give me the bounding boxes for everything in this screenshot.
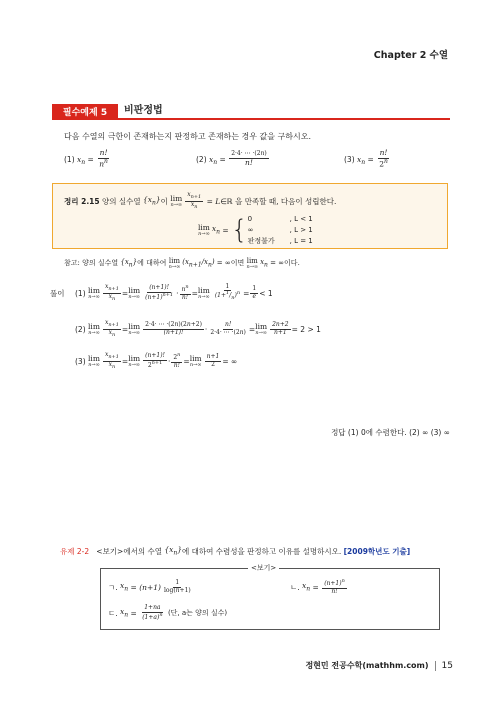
solution-item-label: (1) <box>75 288 86 298</box>
reference-note: 참고: 양의 실수열 $\{x_n\}$ 에 대하여 lim n→∞ $(x_{n+1}/x_n)$ = ∞ 이면 lim n→∞ $x_n$ = ∞ 이다. <box>64 256 300 270</box>
note-mid: 에 대하여 <box>137 259 167 267</box>
problem-statement: 다음 수열의 극한이 존재하는지 판정하고 존재하는 경우 값을 구하시오. <box>64 132 311 141</box>
note-then: 이면 <box>230 259 245 267</box>
page-number: 15 <box>441 660 453 671</box>
footer-divider <box>435 661 436 671</box>
exercise-text-b: 에 대하여 수렴성을 판정하고 이유를 설명하시오. <box>182 546 342 556</box>
example-item-label: ㄱ. <box>108 582 118 592</box>
note-prefix: 참고: 양의 실수열 <box>64 259 119 267</box>
exercise-text-a: <보기>에서의 수열 <box>96 546 162 556</box>
example-item-c-note: (단, a는 양의 실수) <box>167 609 228 617</box>
example-item-a: ㄱ. $x_n$ = (n+1) $\frac{1}{\log(n+1)}$ <box>108 578 191 594</box>
theorem-text-c: 을 만족할 때, 다음이 성립한다. <box>235 196 337 206</box>
example-item-c: ㄷ. $x_n$ = $\frac{1+na}{(1+a)^n}$ (단, a는 양의 실수) <box>108 603 228 621</box>
example-item-label: ㄴ. <box>290 582 300 592</box>
exercise-source: [2009학년도 기출] <box>343 546 411 556</box>
case-value: 판정불가 <box>247 236 275 245</box>
theorem-cases: lim n→∞ $x_n$ = { 0 , L < 1 ∞ , L > 1 판정불가 , L = 1 <box>198 214 313 245</box>
example-item-label: ㄷ. <box>108 608 118 618</box>
chapter-header: Chapter 2 수열 <box>373 50 448 61</box>
problem-item-label: (1) <box>64 154 75 164</box>
case-value: 0 <box>247 214 253 223</box>
footer <box>305 660 453 671</box>
exercise-line: 유제 2-2 <보기>에서의 수열 $\{x_n\}$ 에 대하여 수렴성을 판정하고 이유를 설명하시오. [2009학년도 기출] <box>60 545 411 557</box>
case-condition: , L = 1 <box>289 236 313 245</box>
solution-line-3: (3) lim n→∞ $\frac{x_{n+1}}{x_n}$ = lim n→∞ $\frac{(n+1)!}{2^{n+1}}$ · $\frac{2^n}{n!}$ = lim n→∞ $\frac{n+1}{2}$ = ∞ <box>75 350 238 370</box>
note-end: 이다. <box>284 259 300 267</box>
case-condition: , L > 1 <box>289 225 313 234</box>
title-badge-label: 필수예제 5 <box>62 107 108 118</box>
problem-item-3: (3) x n = $\frac{n!}{2^n}$ <box>344 148 388 169</box>
page-title: 비판정법 <box>124 105 163 116</box>
title-underline <box>52 118 450 120</box>
footer-brand: 정현민 전공수학(mathhm.com) <box>305 661 429 670</box>
solution-label: 풀이 <box>50 289 65 298</box>
answer-text: 정답 (1) 0에 수렴한다. (2) ∞ (3) ∞ <box>331 428 450 437</box>
solution-line-2: (2) lim n→∞ $\frac{x_{n+1}}{x_n}$ = lim n→∞ $\frac{2\cdot 4\cdot \cdots \cdot(2n)(2n+2)}{(n+1)!}$ · $\frac{n!}{2\cdot 4\cdot \cdots \cdot(2n)}$ = lim n→∞ $\frac{2n+2}{n+1}$ = 2 > 1 <box>75 318 321 338</box>
theorem-label: 정리 2.15 <box>64 196 100 206</box>
title-badge <box>52 104 118 118</box>
solution-item-label: (2) <box>75 324 86 334</box>
example-box-title: <보기> <box>248 563 279 573</box>
theorem-line: 정리 2.15 양의 실수열 $\{x_n\}$ 이 lim n→∞ $\frac{x_{n+1}}{x_n}$ = L ∈ℝ 을 만족할 때, 다음이 성립한다. <box>64 190 337 210</box>
theorem-text-b: 이 <box>160 196 168 206</box>
solution-line-1: (1) lim n→∞ $\frac{x_{n+1}}{x_n}$ = lim n→∞ $\frac{(n+1)!}{(n+1)^{n+1}}$ · $\frac{n^n}{n!}$ = lim n→∞ $\frac{1}{(1+^1/_n)^n}$ = $\frac{1}{e}$ < 1 <box>75 282 273 302</box>
problem-item-1: (1) x n = $\frac{n!}{n^n}$ <box>64 148 108 169</box>
exercise-label: 유제 2-2 <box>60 546 90 556</box>
example-item-b: ㄴ. $x_n$ = $\frac{(n+1)^n}{n!}$ <box>290 577 345 595</box>
problem-item-2: (2) x n = $\frac{2\cdot 4\cdot \cdots \cdot(2n)}{n!}$ <box>196 149 267 167</box>
problem-item-label: (2) <box>196 154 207 164</box>
case-condition: , L < 1 <box>289 214 313 223</box>
solution-item-label: (3) <box>75 356 86 366</box>
case-value: ∞ <box>247 225 254 234</box>
theorem-text-a: 양의 실수열 <box>102 196 141 206</box>
problem-item-label: (3) <box>344 154 355 164</box>
